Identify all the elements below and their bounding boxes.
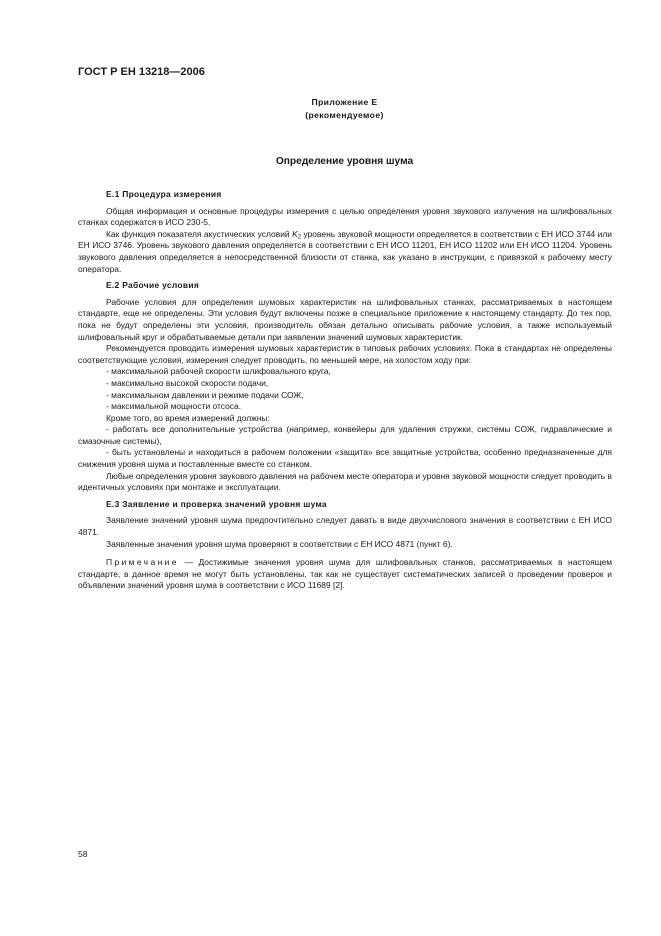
annex-label: Приложение Е xyxy=(311,97,378,107)
section-heading-e3: Е.3 Заявление и проверка значений уровня шума xyxy=(106,498,327,509)
paragraph: Общая информация и основные процедуры измерения с целью определения уровня звукового излучения на шлифовальных станках содержатся в ИСО 230-5. xyxy=(78,205,612,228)
paragraph: Кроме того, во время измерений должны: xyxy=(106,412,270,423)
document-body xyxy=(78,189,612,592)
document-number: ГОСТ Р ЕН 13218—2006 xyxy=(78,66,205,78)
list-item: - максимальной мощности отсоса. xyxy=(106,401,242,412)
section-heading-e1: Е.1 Процедура измерения xyxy=(106,189,222,199)
paragraph: Рабочие условия для определения шумовых характеристик на шлифовальных станках, рассматриваемых в настоящем стандарте, еще не определены. Эти условия будут включены позже в специальное приложение к настоящему стандарту. До тех пор, пока не будут определены эти условия, производитель обязан детально описывать рабочие условия, а также используемый шлифовальный круг и обрабатываемые детали при заявлении значений шумовых характеристик. xyxy=(78,296,612,342)
annex-status: (рекомендуемое) xyxy=(305,110,384,120)
list-item: - максимально высокой скорости подачи, xyxy=(106,377,269,388)
list-item: - быть установлены и находиться в рабочем положении «защита» все защитные устройства, особенно предназначенные для снижения уровня шума и поставленные вместе со станком. xyxy=(78,447,612,470)
k2-symbol: K xyxy=(292,228,298,239)
list-item: - работать все дополнительные устройства (например, конвейеры для удаления стружки, системы СОЖ, гидравлические и смазочные системы), xyxy=(78,424,612,446)
list-item: - максимальной рабочей скорости шлифовального круга, xyxy=(106,366,331,377)
page-number: 58 xyxy=(78,849,88,859)
note-label: Примечание xyxy=(106,557,179,568)
note xyxy=(78,557,612,592)
page-title: Определение уровня шума xyxy=(275,156,414,167)
paragraph: Заявленные значения уровня шума проверяют в соответствии с ЕН ИСО 4871 (пункт 6). xyxy=(106,538,453,549)
section-heading-e2: Е.2 Рабочие условия xyxy=(106,280,200,291)
paragraph: Рекомендуется проводить измерения шумовых характеристик в типовых рабочих условиях. Пока в стандартах не определены соответствующие условия, измерения следует проводить, по меньшей мере, на холостом ходу при: xyxy=(78,343,612,365)
paragraph: Любые определения уровня звукового давления на рабочем месте оператора и уровня звуковой мощности следует проводить в идентичных условиях при монтаже и эксплуатации. xyxy=(78,470,612,493)
note-text: — Достижимые значения уровня шума для шлифовальных станков, рассматриваемых в настоящем стандарте, в данное время не могут быть установлены, так как не существует систематических записей о проведении проверок и объявлении значений уровня шума в соответствии с ИСО 11689 [2]. xyxy=(78,557,612,591)
list-item: - максимальном давлении и режиме подачи СОЖ, xyxy=(106,389,304,400)
paragraph: Заявление значений уровня шума предпочтительно следует давать в виде двухчислового значения в соответствии с ЕН ИСО 4871. xyxy=(78,515,612,538)
paragraph: Как функция показателя акустических условий $K_2$ уровень звуковой мощности определяется в соответствии с ЕН ИСО 3744 или ЕН ИСО 3746. Уровень звукового давления определяется в соответствии с ЕН ИСО 11201, ЕН ИСО 11202 или ЕН ИСО 11204. Уровень звукового давления определяется в непосредственной близости от станка, как указано в инструкции, с привязкой к рабочему месту оператора. xyxy=(78,228,612,274)
annex-heading xyxy=(0,96,661,122)
